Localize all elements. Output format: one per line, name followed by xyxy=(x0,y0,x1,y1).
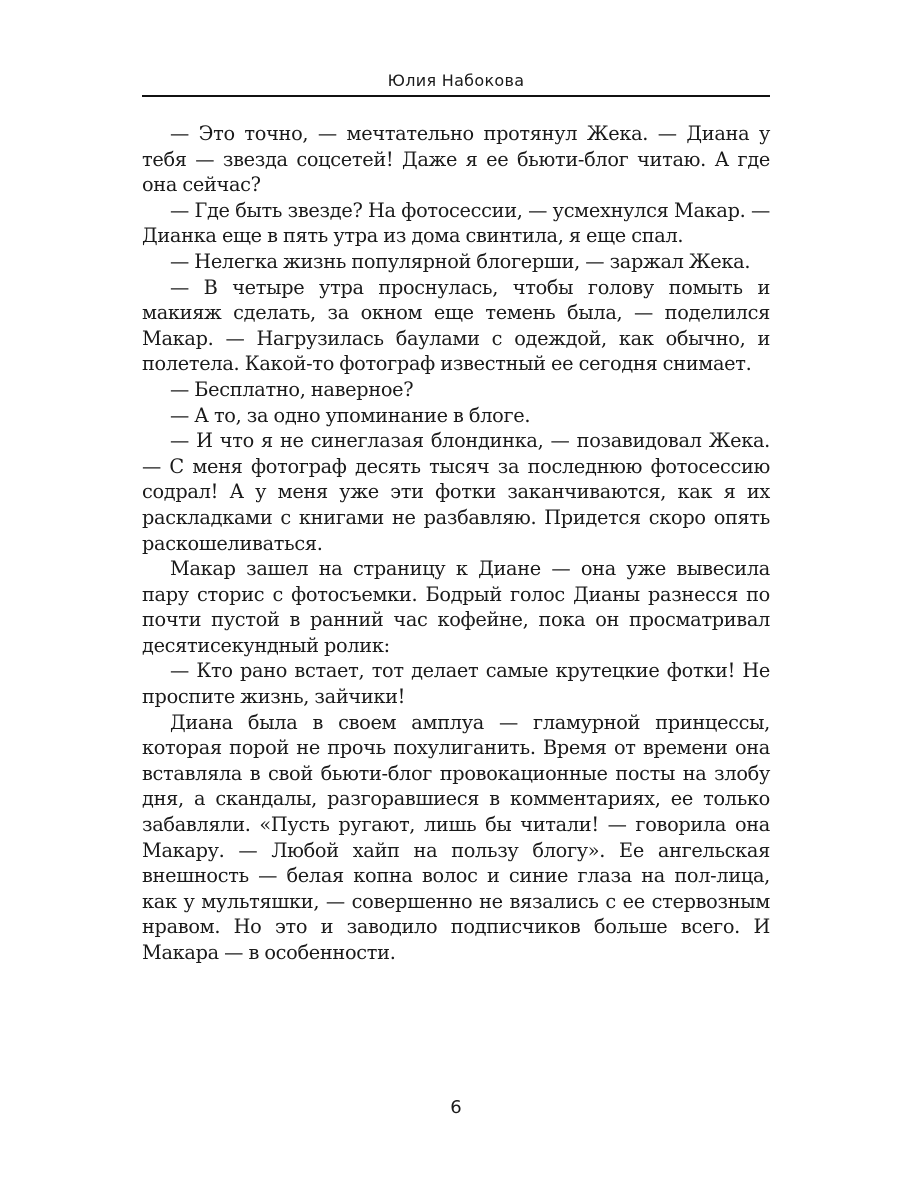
header-rule xyxy=(142,95,770,97)
paragraph: — Это точно, — мечтательно протянул Жека. — Диана у тебя — звезда соцсетей! Даже я ее бьюти-блог читаю. А где она сейчас? xyxy=(142,122,770,197)
paragraph: — Где быть звезде? На фотосессии, — усмехнулся Макар. — Дианка еще в пять утра из дома свинтила, я еще спал. xyxy=(142,198,770,248)
page-body xyxy=(142,121,770,966)
paragraph: Макар зашел на страницу к Диане — она уже вывесила пару сторис с фотосъемки. Бодрый голос Дианы разнесся по почти пустой в ранний час кофейне, пока он просматривал десятисекундный ролик: xyxy=(142,557,770,657)
paragraph: — Бесплатно, наверное? xyxy=(170,377,414,401)
running-head-author: Юлия Набокова xyxy=(387,71,525,90)
paragraph: — А то, за одно упоминание в блоге. xyxy=(170,403,531,427)
paragraph: — И что я не синеглазая блондинка, — позавидовал Жека. — С меня фотограф десять тысяч за последнюю фотосессию содрал! А у меня уже эти фотки заканчиваются, как я их раскладками с книгами не разбавляю. Придется скоро опять раскошеливаться. xyxy=(142,429,770,555)
paragraph: Диана была в своем амплуа — гламурной принцессы, которая порой не прочь похулиганить. Время от времени она вставляла в свой бьюти-блог провокационные посты на злобу дня, а скандалы, разгоравшиеся в комментариях, ее только забавляли. «Пусть ругают, лишь бы читали! — говорила она Макару. — Любой хайп на пользу блогу». Ее ангельская внешность — белая копна волос и синие глаза на пол-лица, как у мультяшки, — совершенно не вязались с ее стервозным нравом. Но это и заводило подписчиков больше всего. И Макара — в особенности. xyxy=(142,710,770,964)
paragraph: — Нелегка жизнь популярной блогерши, — заржал Жека. xyxy=(170,249,751,273)
paragraph: — В четыре утра проснулась, чтобы голову помыть и макияж сделать, за окном еще темень была, — поделился Макар. — Нагрузилась баулами с одеждой, как обычно, и полетела. Какой-то фотограф известный ее сегодня снимает. xyxy=(142,275,770,376)
paragraph: — Кто рано встает, тот делает самые крутецкие фотки! Не проспите жизнь, зайчики! xyxy=(142,659,770,709)
page-number: 6 xyxy=(450,1097,462,1118)
